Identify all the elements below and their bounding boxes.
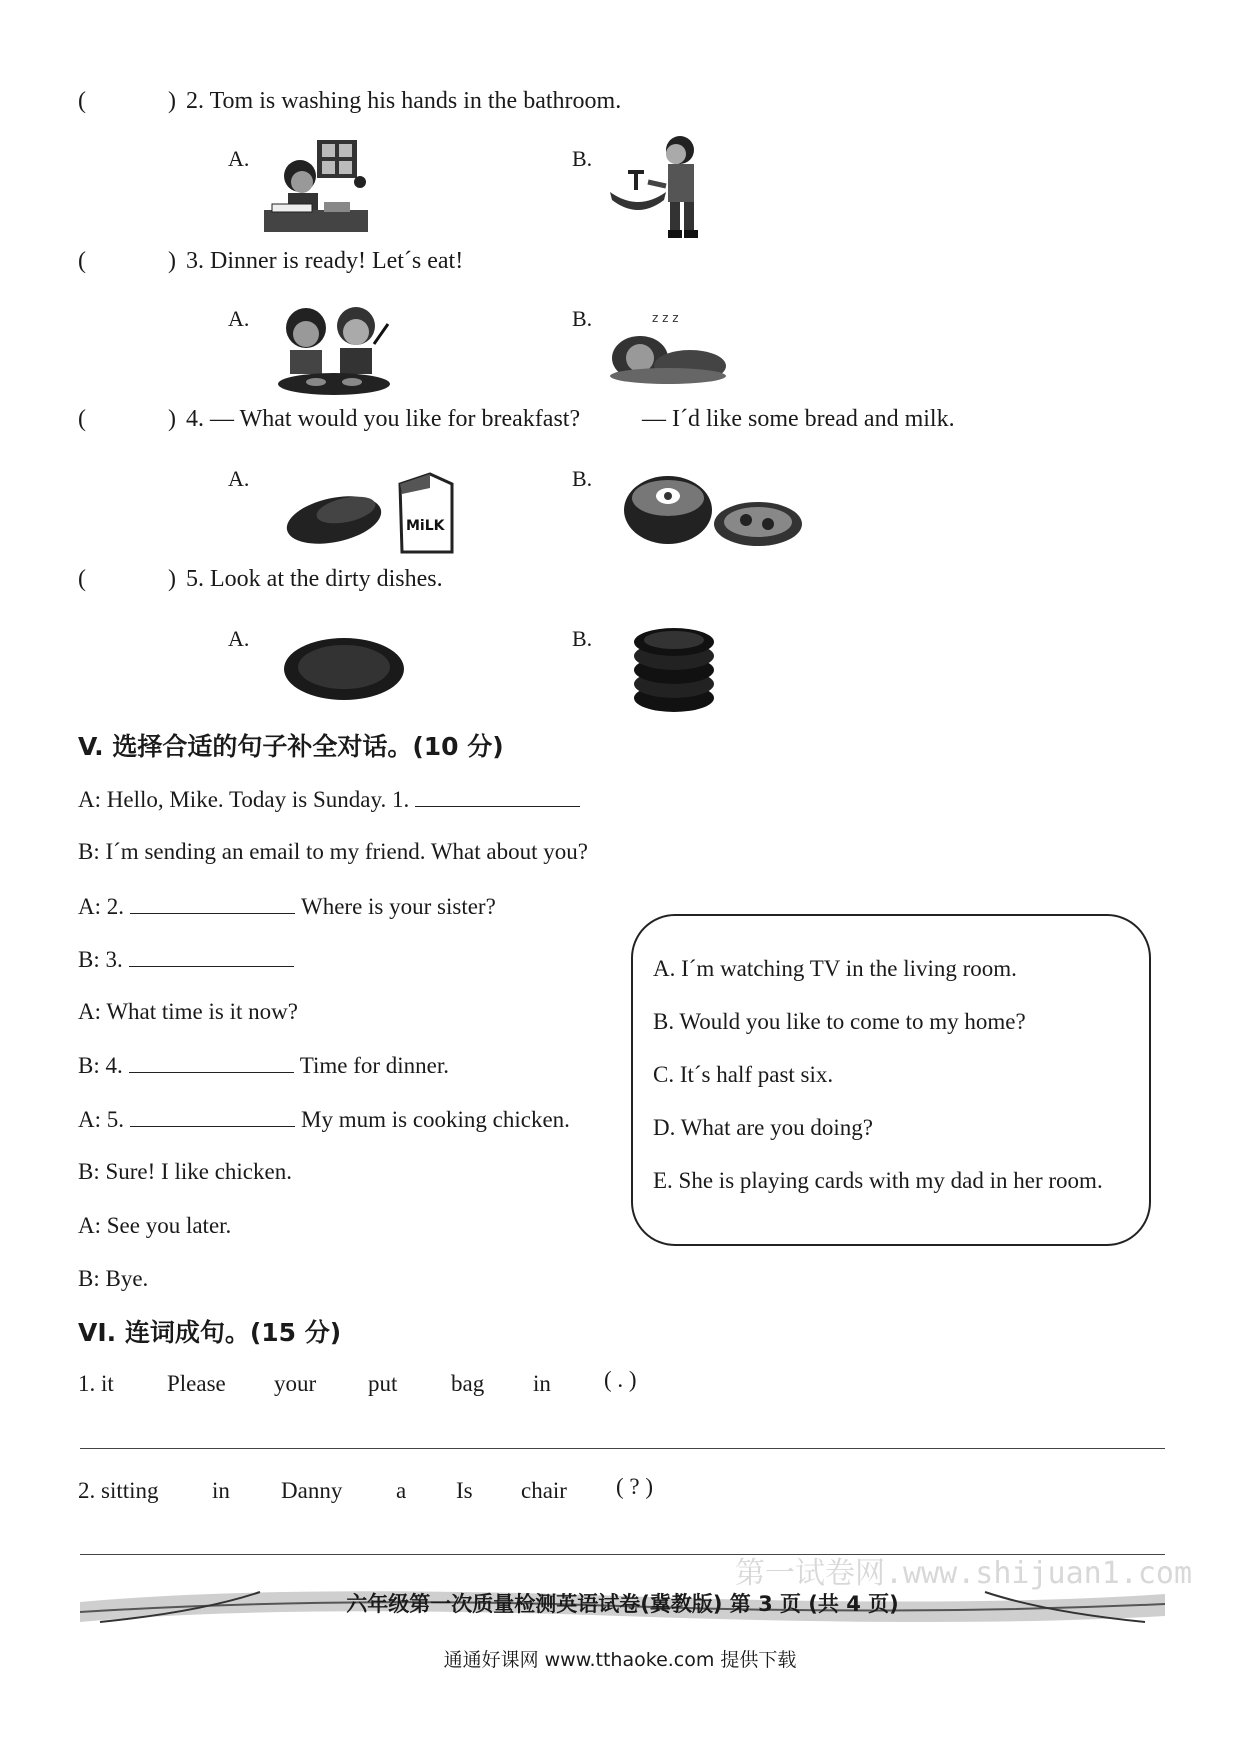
noodles-and-egg-icon	[622, 472, 806, 556]
dialogue-text: A: See you later.	[78, 1213, 232, 1238]
dialogue-text: B: I´m sending an email to my friend. What about you?	[78, 839, 588, 864]
word: 1. it	[78, 1371, 114, 1396]
option-a-label: A.	[228, 146, 250, 171]
dialogue-line-8	[78, 1159, 292, 1185]
word: Is	[456, 1478, 473, 1503]
answer-paren-right: )	[168, 248, 176, 274]
option-b-label: B.	[572, 146, 593, 171]
answer-paren-left[interactable]: (	[78, 566, 86, 592]
milk-carton-label: MiLK	[406, 518, 445, 534]
option-b-label: B.	[572, 626, 593, 651]
dialogue-line-4	[78, 946, 300, 973]
question-text: 2. Tom is washing his hands in the bathroom.	[186, 88, 622, 114]
question-4-reply: — I´d like some bread and milk.	[642, 406, 955, 432]
punctuation: ( . )	[604, 1367, 637, 1392]
question-text: 5. Look at the dirty dishes.	[186, 566, 443, 592]
word: put	[368, 1371, 398, 1396]
option-c: C. It´s half past six.	[653, 1062, 834, 1087]
question-5	[78, 566, 443, 593]
dialogue-line-5	[78, 999, 298, 1025]
dialogue-line-3	[78, 893, 496, 920]
footer-band	[80, 1582, 1165, 1632]
question-4	[78, 406, 580, 433]
answer-paren-right: )	[168, 566, 176, 592]
word: Please	[167, 1371, 226, 1396]
dialogue-text: B: 4.	[78, 1053, 123, 1078]
dialogue-line-7	[78, 1106, 570, 1133]
answer-paren-right: )	[168, 88, 176, 114]
stack-of-plates-icon	[632, 620, 716, 714]
dialogue-line-10	[78, 1266, 148, 1292]
question-3	[78, 248, 463, 275]
answer-paren-left[interactable]: (	[78, 406, 86, 432]
word: 2. sitting	[78, 1478, 159, 1503]
options-box	[631, 914, 1151, 1246]
download-credit: 通通好课网 www.tthaoke.com 提供下载	[443, 1649, 797, 1671]
option-a: A. I´m watching TV in the living room.	[653, 956, 1017, 981]
word: Danny	[281, 1478, 343, 1503]
word: your	[274, 1371, 317, 1396]
footer-page-info: 六年级第一次质量检测英语试卷(冀教版) 第 3 页 (共 4 页)	[346, 1592, 899, 1616]
question-text: 4. — What would you like for breakfast?	[186, 406, 581, 432]
word: in	[212, 1478, 230, 1503]
dialogue-text: A: Hello, Mike. Today is Sunday. 1.	[78, 787, 410, 812]
dialogue-line-6	[78, 1052, 449, 1079]
option-a-label: A.	[228, 306, 250, 331]
option-b: B. Would you like to come to my home?	[653, 1009, 1026, 1034]
option-a-label: A.	[228, 466, 250, 491]
answer-blank-1[interactable]	[415, 786, 580, 807]
boy-washing-hands-icon	[608, 132, 718, 242]
word: bag	[451, 1371, 485, 1396]
dialogue-line-9	[78, 1213, 231, 1239]
dialogue-text: A: 5.	[78, 1107, 124, 1132]
dialogue-text: B: 3.	[78, 947, 123, 972]
answer-blank-2[interactable]	[130, 893, 295, 914]
option-a-label: A.	[228, 626, 250, 651]
watermark: 第一试卷网.www.shijuan1.com	[735, 1556, 1193, 1591]
word: a	[396, 1478, 407, 1503]
child-sleeping-icon	[606, 306, 730, 386]
dialogue-line-2	[78, 839, 588, 865]
dialogue-text: My mum is cooking chicken.	[301, 1107, 570, 1132]
dialogue-text: Time for dinner.	[299, 1053, 450, 1078]
answer-line-1[interactable]	[80, 1448, 1165, 1449]
answer-blank-5[interactable]	[130, 1106, 295, 1127]
punctuation: ( ? )	[616, 1474, 654, 1499]
dialogue-text: Where is your sister?	[301, 894, 496, 919]
svg-text:z z z: z z z	[652, 311, 679, 325]
answer-blank-4[interactable]	[129, 1052, 294, 1073]
word: chair	[521, 1478, 567, 1503]
answer-paren-right: )	[168, 406, 176, 432]
boy-studying-icon	[262, 138, 370, 234]
dialogue-line-1	[78, 786, 586, 813]
children-eating-icon	[274, 304, 394, 396]
bread-and-milk-icon	[284, 464, 460, 556]
section-5-title: V. 选择合适的句子补全对话。(10 分)	[78, 732, 504, 761]
question-2	[78, 88, 621, 115]
dialogue-text: B: Bye.	[78, 1266, 149, 1291]
option-b-label: B.	[572, 466, 593, 491]
answer-paren-left[interactable]: (	[78, 248, 86, 274]
dialogue-text: A: What time is it now?	[78, 999, 298, 1024]
option-e: E. She is playing cards with my dad in her room.	[653, 1168, 1103, 1193]
option-d: D. What are you doing?	[653, 1115, 873, 1140]
answer-paren-left[interactable]: (	[78, 88, 86, 114]
dialogue-text: A: 2.	[78, 894, 124, 919]
option-b-label: B.	[572, 306, 593, 331]
section-6-title: VI. 连词成句。(15 分)	[78, 1318, 342, 1347]
dialogue-text: B: Sure! I like chicken.	[78, 1159, 292, 1184]
answer-blank-3[interactable]	[129, 946, 294, 967]
dirty-plate-icon	[282, 636, 406, 702]
question-text: 3. Dinner is ready! Let´s eat!	[186, 248, 464, 274]
word: in	[533, 1371, 551, 1396]
